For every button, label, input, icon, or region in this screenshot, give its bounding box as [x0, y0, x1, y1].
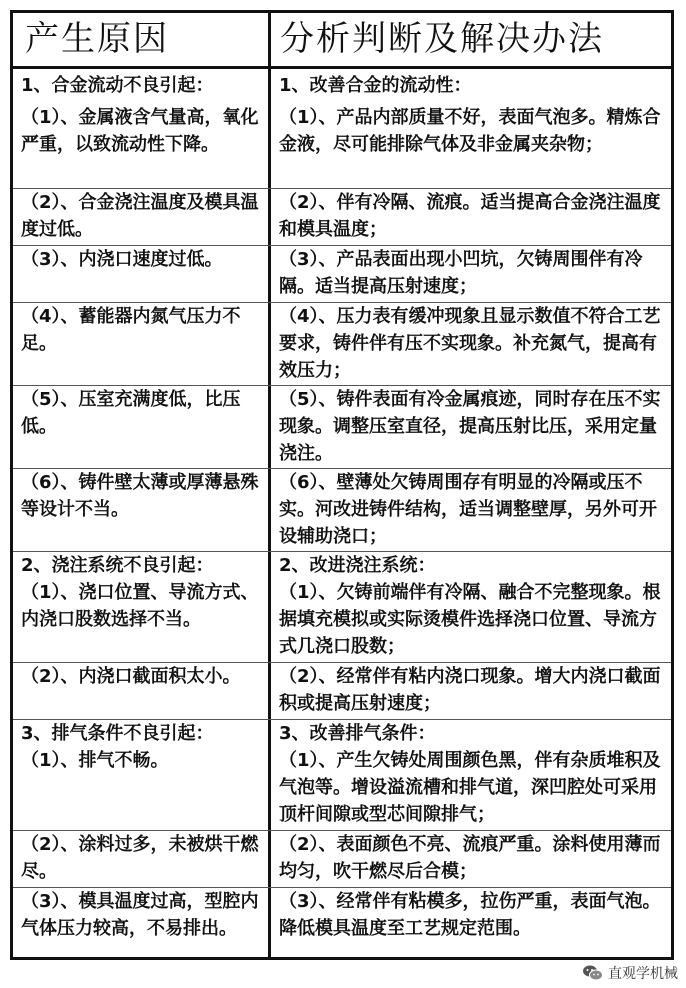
table-body	[13, 72, 671, 957]
solution-cell: （4）、压力表有缓冲现象且显示数值不符合工艺要求，铸件伴有压不实现象。补充氮气，提高有效压力；	[279, 306, 661, 381]
header-solution: 分析判断及解决办法	[280, 19, 604, 59]
solution-cell: （2）、表面颜色不亮、流痕严重。涂料使用薄而均匀，吹干燃尽后合模；	[279, 834, 661, 882]
solution-cell: （2）、经常伴有粘内浇口现象。增大内浇口截面积或提高压射速度；	[279, 666, 661, 714]
cause-cell: 3、排气条件不良引起：	[21, 723, 214, 744]
cause-cell: （1）、浇口位置、导流方式、内浇口股数选择不当。	[21, 582, 259, 630]
solution-cell: （1）、欠铸前端伴有冷隔、融合不完整现象。根据填充模拟或实际烫模件选择浇口位置、导流方式几浇口股数；	[279, 582, 661, 657]
cause-cell: 2、浇注系统不良引起：	[21, 555, 214, 576]
cause-cell: 1、合金流动不良引起：	[21, 75, 214, 96]
table-row	[13, 551, 671, 579]
table-row	[13, 662, 671, 719]
table-row	[13, 747, 671, 829]
table-row	[13, 468, 671, 551]
table-row	[13, 245, 671, 302]
solution-cell: 3、改善排气条件：	[279, 723, 436, 744]
watermark	[582, 962, 678, 984]
cause-cell: （2）、合金浇注温度及模具温度过低。	[21, 192, 259, 240]
table-row	[13, 579, 671, 661]
cause-cell: （4）、蓄能器内氮气压力不足。	[21, 306, 241, 354]
solution-cell: 2、改进浇注系统：	[279, 555, 436, 576]
cause-cell: （6）、铸件壁太薄或厚薄悬殊等设计不当。	[21, 472, 259, 520]
solution-cell: （2）、伴有冷隔、流痕。适当提高合金浇注温度和模具温度；	[279, 192, 661, 240]
cause-cell: （5）、压室充满度低，比压低。	[21, 389, 241, 437]
table-header	[13, 13, 671, 69]
header-cause: 产生原因	[25, 19, 169, 59]
cause-cell: （3）、内浇口速度过低。	[21, 249, 223, 270]
table-row	[13, 188, 671, 245]
cause-cell: （3）、模具温度过高，型腔内气体压力较高，不易排出。	[21, 891, 259, 939]
cause-cell: （2）、内浇口截面积太小。	[21, 666, 241, 687]
table-row	[13, 104, 671, 187]
table-row	[13, 887, 671, 970]
solution-cell: （3）、产品表面出现小凹坑，欠铸周围伴有冷隔。适当提高压射速度；	[279, 249, 643, 297]
solution-cell: （1）、产品内部质量不好，表面气泡多。精炼合金液，尽可能排除气体及非金属夹杂物；	[279, 107, 661, 155]
cause-cell: （1）、金属液含气量高，氧化严重，以致流动性下降。	[21, 107, 259, 155]
cause-cell: （1）、排气不畅。	[21, 750, 169, 771]
table-row	[13, 72, 671, 99]
solution-cell: （5）、铸件表面有冷金属痕迹，同时存在压不实现象。调整压室直径，提高压射比压，采用定量浇注。	[279, 389, 661, 464]
table-row	[13, 385, 671, 468]
cause-solution-table	[10, 10, 674, 960]
solution-cell: （1）、产生欠铸处周围颜色黑，伴有杂质堆积及气泡等。增设溢流槽和排气道，深凹腔处可采用顶杆间隙或型芯间隙排气；	[279, 750, 661, 825]
solution-cell: 1、改善合金的流动性：	[279, 75, 472, 96]
solution-cell: （6）、壁薄处欠铸周围存有明显的冷隔或压不实。河改进铸件结构，适当调整壁厚，另外可开设辅助浇口；	[279, 472, 657, 547]
solution-cell: （3）、经常伴有粘模多，拉伤严重，表面气泡。降低模具温度至工艺规定范围。	[279, 891, 661, 939]
table-row	[13, 719, 671, 747]
table-row	[13, 830, 671, 887]
table-row	[13, 302, 671, 385]
watermark-text: 直观学机械	[608, 966, 678, 982]
cause-cell: （2）、涂料过多，未被烘干燃尽。	[21, 834, 259, 882]
wechat-icon	[582, 964, 604, 982]
